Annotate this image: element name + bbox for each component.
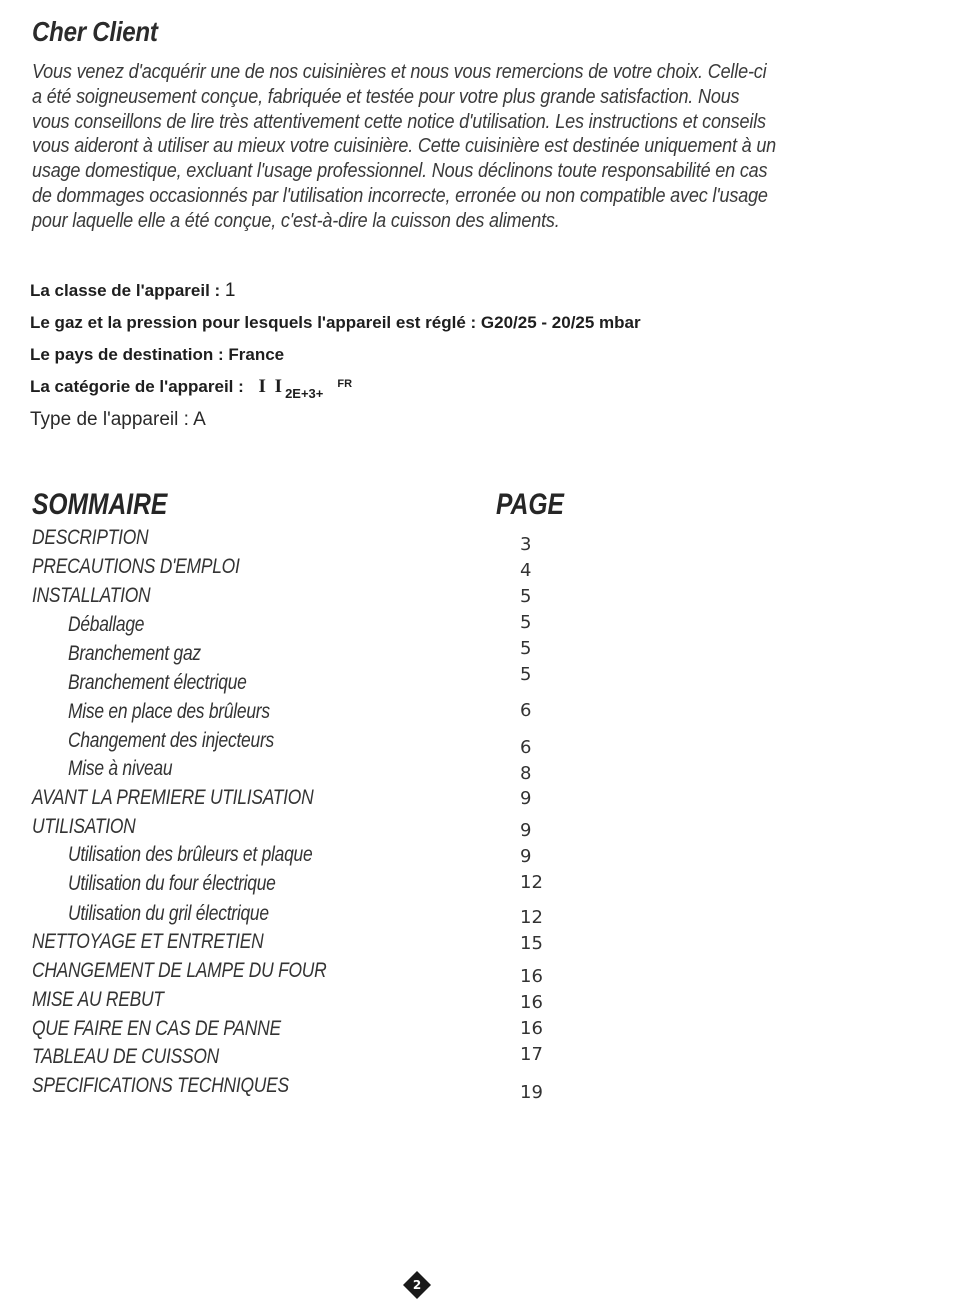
toc-item-label: SPECIFICATIONS TECHNIQUES [32, 1074, 289, 1097]
page-number: 2 [412, 1278, 422, 1292]
toc-item-page: 6 [520, 737, 532, 758]
toc-page-heading: PAGE [496, 488, 564, 521]
toc-heading: SOMMAIRE [32, 488, 168, 521]
appliance-class-value: 1 [224, 280, 236, 301]
toc-item-page: 16 [520, 1018, 543, 1039]
toc-item-page: 9 [520, 788, 532, 809]
toc-item-page: 3 [520, 534, 532, 555]
toc-item-page: 5 [520, 586, 532, 607]
toc-item-label: INSTALLATION [32, 584, 151, 607]
toc-item-label: NETTOYAGE ET ENTRETIEN [32, 930, 264, 953]
toc-item-label: Branchement gaz [68, 642, 201, 665]
toc-item-page: 9 [520, 820, 532, 841]
toc-item-page: 19 [520, 1082, 543, 1103]
toc-item-label: MISE AU REBUT [32, 988, 164, 1011]
appliance-category [30, 376, 353, 401]
toc-item-page: 12 [520, 907, 543, 928]
toc-item-page: 5 [520, 638, 532, 659]
toc-item-label: Changement des injecteurs [68, 729, 274, 752]
appliance-type-value: A [193, 409, 206, 430]
toc-item-page: 16 [520, 992, 543, 1013]
toc-item-label: AVANT LA PREMIERE UTILISATION [32, 786, 314, 809]
toc-item-label: QUE FAIRE EN CAS DE PANNE [32, 1017, 281, 1040]
appliance-category-symbol: I I [258, 376, 285, 397]
toc-item-label: DESCRIPTION [32, 526, 149, 549]
intro-paragraph [32, 60, 806, 234]
toc-item-page: 8 [520, 763, 532, 784]
toc-item-page: 16 [520, 966, 543, 987]
gas-pressure-label: Le gaz et la pression pour lesquels l'appareil est réglé : [30, 313, 481, 332]
toc-item-label: Utilisation du gril électrique [68, 902, 269, 925]
toc-item-label: Utilisation des brûleurs et plaque [68, 843, 313, 866]
toc-item-page: 17 [520, 1044, 543, 1065]
toc-item-page: 9 [520, 846, 532, 867]
appliance-category-superscript: FR [337, 378, 353, 390]
toc-item-page: 15 [520, 933, 543, 954]
intro-line: usage domestique, excluant l'usage professionnel. Nous déclinons toute responsabilité en cas [32, 159, 768, 183]
destination-country-value: France [228, 345, 285, 364]
intro-line: de dommages occasionnés par l'utilisation incorrecte, erronée ou non compatible avec l'usage [32, 183, 768, 207]
toc-item-label: TABLEAU DE CUISSON [32, 1045, 219, 1068]
destination-country-label: Le pays de destination : [30, 345, 229, 364]
appliance-category-label: La catégorie de l'appareil : [30, 377, 249, 396]
toc-item-page: 4 [520, 560, 532, 581]
intro-line: a été soigneusement conçue, fabriquée et testée pour votre plus grande satisfaction. Nous [32, 84, 740, 108]
toc-item-page: 5 [520, 664, 532, 685]
toc-item-label: CHANGEMENT DE LAMPE DU FOUR [32, 959, 327, 982]
page-title: Cher Client [32, 16, 158, 47]
toc-item-page: 5 [520, 612, 532, 633]
toc-item-label: Déballage [68, 613, 145, 636]
toc-item-page: 12 [520, 872, 543, 893]
appliance-category-subscript: 2E+3+ [285, 386, 324, 401]
toc-item-label: PRECAUTIONS D'EMPLOI [32, 555, 240, 578]
appliance-type [30, 409, 206, 431]
appliance-class-label: La classe de l'appareil : [30, 281, 225, 300]
appliance-type-label: Type de l'appareil : [30, 409, 194, 430]
intro-line: vous aideront à utiliser au mieux votre cuisinière. Cette cuisinière est destinée uniquement à un [32, 134, 777, 158]
gas-pressure-value: G20/25 - 20/25 mbar [480, 313, 641, 332]
page-number-badge [402, 1270, 432, 1300]
appliance-class [30, 280, 236, 302]
gas-pressure [30, 313, 641, 333]
intro-line: pour laquelle elle a été conçue, c'est-à-dire la cuisson des aliments. [32, 208, 560, 232]
destination-country [30, 345, 284, 365]
toc-item-label: Mise en place des brûleurs [68, 700, 270, 723]
intro-line: vous conseillons de lire très attentivement cette notice d'utilisation. Les instructions et conseils [32, 109, 766, 133]
toc-item-page: 6 [520, 700, 532, 721]
toc-item-label: Mise à niveau [68, 757, 173, 780]
toc-item-label: UTILISATION [32, 815, 136, 838]
toc-item-label: Utilisation du four électrique [68, 872, 276, 895]
toc-item-label: Branchement électrique [68, 671, 247, 694]
intro-line: Vous venez d'acquérir une de nos cuisinières et nous vous remercions de votre choix. Celle-ci [32, 60, 767, 83]
